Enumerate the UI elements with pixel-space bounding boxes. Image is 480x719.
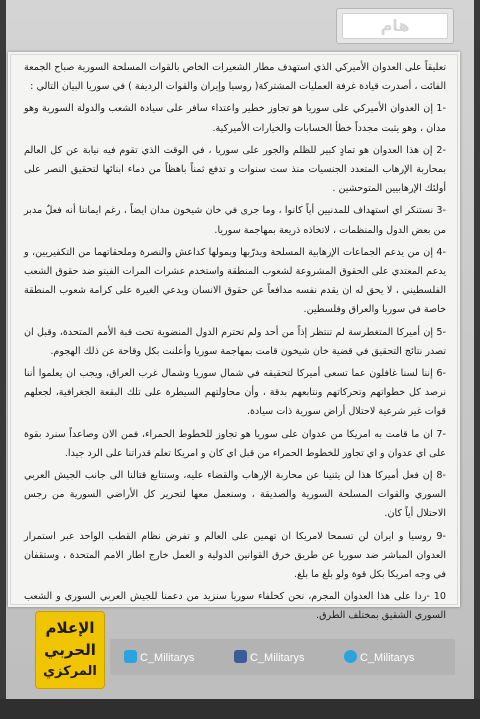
logo-line-2: الحربي <box>44 641 96 659</box>
telegram-handle: C_Militarys <box>360 652 415 664</box>
social-telegram[interactable] <box>344 649 414 667</box>
statement-point-8: -8 إن فعل أميركا هذا لن يثنينا عن محاربة الإرهاب والقضاء عليه، وسنتابع قتالنا الى جانب الجيش العربي السوري والقوات المسلحة السورية والصديقة ، وسنعمل معها لتحرير كل الأراضي السورية من رجس الاحتلال أياً كان. <box>24 470 446 520</box>
twitter-icon <box>124 650 137 663</box>
logo-line-3: المركزي <box>43 664 97 679</box>
logo-line-1: الإعلام <box>45 619 95 637</box>
war-media-logo <box>36 612 104 688</box>
hashtag-badge <box>336 8 454 44</box>
statement-point-7: -7 ان ما قامت به امريكا من عدوان على سوريا هو تجاوز للخطوط الحمراء، فمن الان وصاعداً سنرد بقوة على اي عدوان و اي تجاوز للخطوط الحمراء من قبل اي كان و امريكا تعلم قدراتنا على الرد جيدا. <box>24 428 446 459</box>
hashtag-text: هام <box>342 13 448 39</box>
statement-point-10: 10 -ردا على هذا العدوان المجرم، نحن كحلفاء سوريا سنزيد من دعمنا للجيش العربي السوري و الشعب السوري الشقيق بمختلف الطرق. <box>24 591 446 622</box>
statement-point-6: -6 إننا لسنا غافلون عما تسعى أميركا لتحقيقه في شمال سوريا وشمال غرب العراق، ويجب ان يعلموا أننا نرصد كل خطواتهم وتحركاتهم ونتابعهم بدقة ، وأن محاولتهم السيطرة على تلك البقعة الجغرافية، لجعلهم قوات غير شرعية لاحتلال أراض سورية ذات سيادة. <box>24 368 446 418</box>
left-border <box>0 0 6 719</box>
bottom-strip <box>0 699 480 719</box>
statement-point-5: -5 إن أميركا المتغطرسة لم تنتظر إذاً من أحد ولم تحترم الدول المنضوية تحت قبة الأمم المتحدة، وقبل ان تصدر نتائج التحقيق في قضية خان شيخون قامت بمهاجمة سوريا وأعلنت بكل وقاحة عن ذلك الهجوم. <box>24 326 446 357</box>
statement-intro: تعليقاً على العدوان الأميركي الذي استهدف مطار الشعيرات الخاص بالقوات المسلحة السورية صباح الجمعة الفائت ، أصدرت قيادة غرفة العمليات المشتركة( روسيا وإيران والقوات الرديفة ) في سوريا البيان التالي : <box>24 62 446 93</box>
facebook-icon <box>234 650 247 663</box>
statement-point-9: -9 روسيا و ايران لن تسمحا لامريكا ان تهمين على العالم و تفرض نظام القطب الواحد عبر استمرار العدوان المباشر ضد سوريا عن طريق خرق القوانين الدولية و العمل خارج اطار الامم المتحدة ، وستقفان في وجه امريكا بكل قوة ولو بلغ ما بلغ. <box>24 530 446 581</box>
social-bar <box>110 639 455 675</box>
right-border <box>474 0 480 719</box>
statement-point-3: -3 نستنكر اي استهداف للمدنيين أياً كانوا ، وما جرى في خان شيخون مدان ايضاً ، رغم ايماننا أنه فعلٌ مدبر من بعض الدول والمنظمات ، لاتخاذه ذريعة بمهاجمة سوريا. <box>24 205 446 236</box>
statement-point-4: -4 إن من يدعم الجماعات الإرهابية المسلحة ويدرّبها ويمولها كداعش والنصرة وملحقاتهما من التكفيريين، و يدعم المعتدي على الحقوق المشروعة لشعوب المنطقة واستخدم عشرات المرات الفيتو ضد حقوق الشعب الفلسطيني ، لا يحق له ان يقدم نفسه مدافعاً عن حقوق الانسان ويدعي الغيرة على كرامة شعوب المنطقة خاصة في سوريا والعراق وفلسطين. <box>24 246 446 316</box>
statement-paper <box>8 52 460 622</box>
social-twitter[interactable] <box>124 649 194 667</box>
statement-point-2: -2 إن هذا العدوان هو تمادٍ كبير للظلم والجور على سوريا ، في الوقت الذي تقوم فيه نيابة عن كل العالم بمحاربة الإرهاب المتعدد الجنسيات منذ ست سنوات و تدفع ثمناً باهظاً من دماء ابنائها لتحقيق النصر على أولئك الإرهابيين المتوحشين . <box>24 144 446 195</box>
social-facebook[interactable] <box>234 649 304 667</box>
telegram-icon <box>344 650 357 663</box>
statement-body <box>24 58 446 626</box>
facebook-handle: C_Militarys <box>250 652 305 664</box>
twitter-handle: C_Militarys <box>140 652 195 664</box>
statement-point-1: -1 إن العدوان الأميركي على سوريا هو تجاوز خطير واعتداء سافر على سيادة الشعب والدولة السورية وهو مدان ، وهو يثبت مجدداً خطأ الحسابات والخيارات الأميركية. <box>24 103 446 134</box>
